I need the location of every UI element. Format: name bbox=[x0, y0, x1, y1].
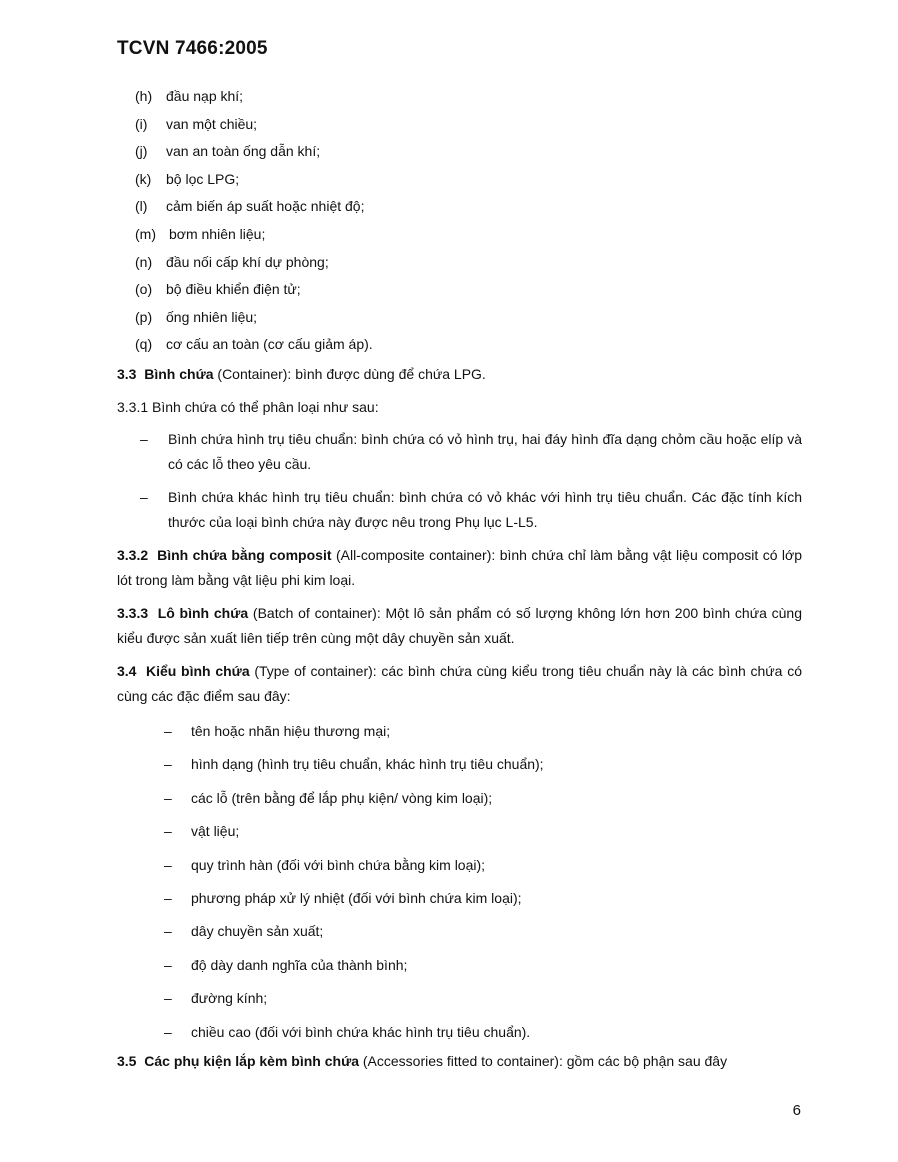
list-marker: (p) bbox=[135, 308, 153, 325]
list-marker: (m) bbox=[135, 225, 156, 242]
document-header: TCVN 7466:2005 bbox=[117, 38, 268, 59]
section-3-3-3 bbox=[117, 601, 802, 651]
list-item-text: cơ cấu an toàn (cơ cấu giảm áp). bbox=[166, 336, 373, 353]
section-term: Các phụ kiện lắp kèm bình chứa bbox=[144, 1053, 359, 1069]
dash-marker: – bbox=[164, 1023, 172, 1040]
list-marker: (q) bbox=[135, 336, 153, 353]
list-marker: (k) bbox=[135, 170, 152, 187]
list-item-text: vật liệu; bbox=[191, 823, 240, 840]
list-item-text: đầu nối cấp khí dự phòng; bbox=[166, 253, 329, 270]
section-3-5 bbox=[117, 1049, 802, 1074]
dash-marker: – bbox=[164, 789, 172, 806]
dash-marker: – bbox=[164, 856, 172, 873]
list-item bbox=[164, 754, 804, 787]
section-text: (Container): bình được dùng để chứa LPG. bbox=[213, 366, 486, 382]
list-item bbox=[135, 279, 795, 307]
section-text: (All-composite container): bình chứa chỉ làm bằng vật liệu composit có lớp lót trong làm bằng vật liệu phi kim loại. bbox=[117, 547, 803, 588]
list-item-text: độ dày danh nghĩa của thành bình; bbox=[191, 956, 408, 973]
list-item-text: van một chiều; bbox=[166, 115, 258, 132]
list-marker: (i) bbox=[135, 115, 148, 132]
list-item bbox=[164, 921, 804, 954]
list-marker: (o) bbox=[135, 281, 153, 298]
list-marker: (h) bbox=[135, 88, 153, 104]
section-text: (Type of container): các bình chứa cùng kiểu trong tiêu chuẩn này là các bình chứa có cùng các đặc điểm sau đây: bbox=[117, 663, 802, 704]
container-type-characteristics bbox=[164, 721, 804, 1055]
list-item bbox=[135, 252, 795, 280]
section-text: Bình chứa có thể phân loại như sau: bbox=[148, 399, 379, 415]
list-item bbox=[135, 86, 795, 114]
list-item-text: cảm biến áp suất hoặc nhiệt độ; bbox=[166, 198, 365, 215]
list-item bbox=[164, 955, 804, 988]
list-item bbox=[135, 169, 795, 197]
list-marker: (l) bbox=[135, 198, 148, 215]
list-item-text: hình dạng (hình trụ tiêu chuẩn, khác hình trụ tiêu chuẩn); bbox=[191, 756, 544, 773]
list-item-text: chiều cao (đối với bình chứa khác hình trụ tiêu chuẩn). bbox=[191, 1023, 531, 1040]
list-item bbox=[135, 334, 795, 362]
dash-marker: – bbox=[164, 990, 172, 1007]
section-text: (Batch of container): Một lô sản phẩm có số lượng không lớn hơn 200 bình chứa cùng kiểu được sản xuất liên tiếp trên cùng một dây chuyền sản xuất. bbox=[117, 605, 802, 646]
list-item-text: bộ lọc LPG; bbox=[166, 170, 240, 187]
section-number: 3.3.1 bbox=[117, 399, 149, 415]
list-item bbox=[140, 427, 802, 477]
list-item-text: Bình chứa khác hình trụ tiêu chuẩn: bình chứa có vỏ khác với hình trụ tiêu chuẩn. Các đặc tính kích thước của loại bình chứa này được nêu trong Phụ lục L-L5. bbox=[168, 489, 802, 530]
section-term: Kiểu bình chứa bbox=[145, 663, 250, 679]
section-number: 3.5 bbox=[117, 1053, 137, 1069]
list-marker: (n) bbox=[135, 253, 153, 270]
dash-marker: – bbox=[140, 489, 148, 505]
list-item bbox=[140, 485, 802, 535]
list-item bbox=[164, 888, 804, 921]
section-3-3-2 bbox=[117, 543, 802, 593]
list-item-text: tên hoặc nhãn hiệu thương mại; bbox=[191, 723, 391, 739]
list-item-text: quy trình hàn (đối với bình chứa bằng kim loại); bbox=[191, 856, 486, 873]
section-number: 3.3.3 bbox=[117, 605, 149, 621]
list-item-text: bộ điều khiển điện tử; bbox=[166, 281, 301, 298]
dash-marker: – bbox=[140, 431, 148, 447]
section-term: Bình chứa bbox=[144, 366, 214, 382]
list-item bbox=[135, 114, 795, 142]
list-item bbox=[164, 788, 804, 821]
list-item-text: van an toàn ống dẫn khí; bbox=[166, 143, 321, 160]
page-number: 6 bbox=[792, 1102, 801, 1119]
list-item-text: ống nhiên liệu; bbox=[166, 308, 258, 325]
section-3-3-1 bbox=[117, 395, 802, 420]
component-list bbox=[135, 86, 795, 362]
list-item-text: Bình chứa hình trụ tiêu chuẩn: bình chứa có vỏ hình trụ, hai đáy hình đĩa dạng chỏm cầu hoặc elíp và có các lỗ theo yêu cầu. bbox=[168, 431, 802, 472]
list-item-text: các lỗ (trên bằng để lắp phụ kiện/ vòng kim loại); bbox=[191, 789, 493, 806]
dash-marker: – bbox=[164, 956, 172, 973]
list-item bbox=[164, 821, 804, 854]
dash-marker: – bbox=[164, 823, 172, 840]
dash-marker: – bbox=[164, 923, 172, 940]
list-item-text: dây chuyền sản xuất; bbox=[191, 923, 324, 940]
list-item bbox=[164, 721, 804, 754]
list-item-text: đường kính; bbox=[191, 990, 268, 1007]
dash-marker: – bbox=[164, 889, 172, 906]
section-3-4 bbox=[117, 659, 802, 709]
list-item bbox=[135, 196, 795, 224]
list-item bbox=[164, 988, 804, 1021]
section-number: 3.3.2 bbox=[117, 547, 149, 563]
list-item-text: phương pháp xử lý nhiệt (đối với bình chứa kim loại); bbox=[191, 889, 522, 906]
list-item bbox=[164, 855, 804, 888]
list-item-text: bơm nhiên liệu; bbox=[169, 225, 266, 242]
list-item bbox=[135, 141, 795, 169]
dash-marker: – bbox=[164, 723, 172, 739]
list-item-text: đầu nạp khí; bbox=[166, 88, 244, 104]
section-number: 3.3 bbox=[117, 366, 137, 382]
list-item bbox=[135, 307, 795, 335]
section-number: 3.4 bbox=[117, 663, 137, 679]
section-term: Lô bình chứa bbox=[157, 605, 249, 621]
dash-marker: – bbox=[164, 756, 172, 773]
section-term: Bình chứa bằng composit bbox=[157, 547, 332, 563]
list-item bbox=[135, 224, 795, 252]
section-text: (Accessories fitted to container): gồm các bộ phận sau đây bbox=[359, 1053, 728, 1069]
section-3-3 bbox=[117, 362, 802, 387]
list-marker: (j) bbox=[135, 143, 148, 160]
